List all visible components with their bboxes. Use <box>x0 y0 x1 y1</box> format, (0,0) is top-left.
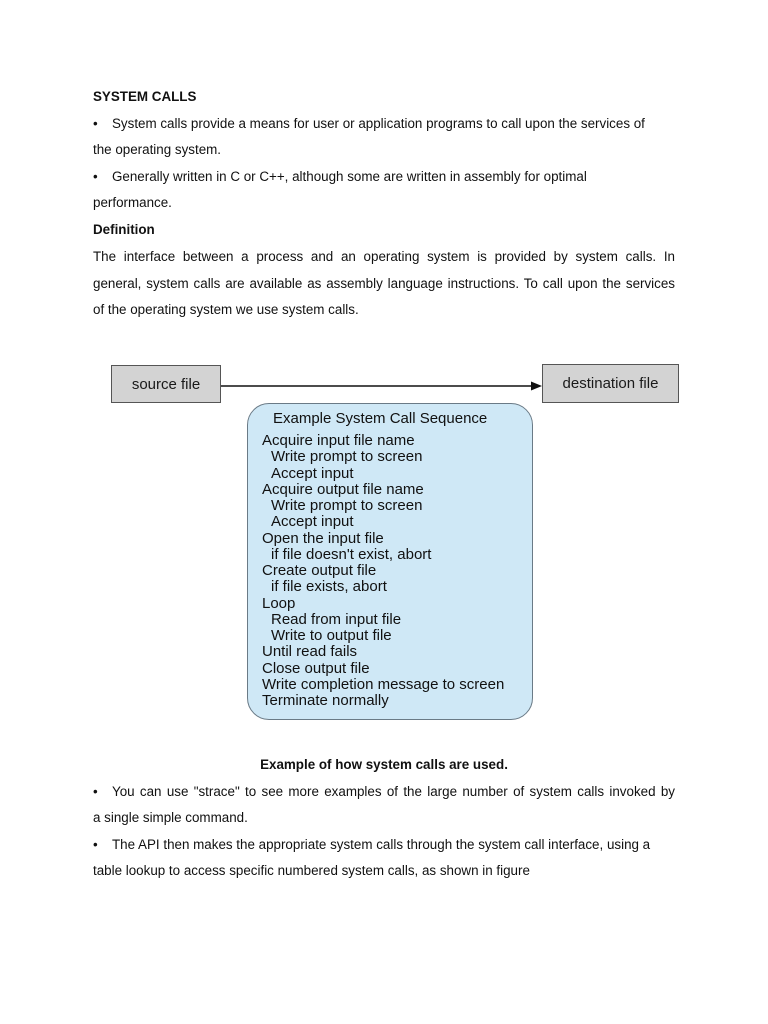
bullet-item <box>93 115 675 133</box>
bullet-dot: • <box>93 116 98 131</box>
bullet-item <box>93 783 675 801</box>
sequence-step: Accept input <box>271 464 354 482</box>
bullet-continuation: a single simple command. <box>93 810 248 825</box>
sequence-title: Example System Call Sequence <box>273 410 488 427</box>
sequence-step: Loop <box>262 594 296 612</box>
sequence-steps <box>262 433 504 709</box>
bullet-item <box>93 168 675 186</box>
definition-line: The interface between a process and an operating system is provided by system calls. In <box>93 249 675 264</box>
bullet-dot: • <box>93 169 98 184</box>
sequence-step: Close output file <box>262 659 370 677</box>
bullet-text: Generally written in C or C++, although some are written in assembly for optimal <box>112 169 587 184</box>
sequence-step: Accept input <box>271 513 354 531</box>
sequence-step: Write prompt to screen <box>271 448 423 466</box>
source-file-box: source file <box>111 365 221 403</box>
bullet-continuation: the operating system. <box>93 142 222 157</box>
sequence-step: Open the input file <box>262 529 384 547</box>
figure-caption: Example of how system calls are used. <box>260 757 508 772</box>
bullet-dot: • <box>93 784 98 799</box>
sequence-step: Write to output file <box>271 627 392 644</box>
bullet-continuation: table lookup to access specific numbered system calls, as shown in figure <box>93 863 530 878</box>
flow-arrow <box>221 378 543 394</box>
definition-line: of the operating system we use system calls. <box>93 302 359 317</box>
sequence-step: Read from input file <box>271 610 402 628</box>
definition-heading: Definition <box>93 222 155 237</box>
definition-line: general, system calls are available as assembly language instructions. To call upon the services <box>93 276 675 291</box>
bullet-text: System calls provide a means for user or application programs to call upon the services of <box>112 116 645 131</box>
sequence-step: if file doesn't exist, abort <box>271 545 432 563</box>
sequence-step: if file exists, abort <box>271 578 387 596</box>
destination-file-box: destination file <box>542 364 679 403</box>
page-heading: SYSTEM CALLS <box>93 89 197 104</box>
bullet-text: The API then makes the appropriate system calls through the system call interface, using a <box>112 837 651 852</box>
bullet-text: You can use "strace" to see more examples of the large number of system calls invoked by <box>112 784 675 799</box>
bullet-continuation: performance. <box>93 195 172 210</box>
sequence-step: Write completion message to screen <box>262 675 505 693</box>
sequence-step: Create output file <box>262 562 377 579</box>
sequence-step: Terminate normally <box>262 692 389 709</box>
sequence-step: Acquire output file name <box>262 480 424 498</box>
bullet-item <box>93 836 675 854</box>
sequence-step: Acquire input file name <box>262 432 415 449</box>
sequence-step: Write prompt to screen <box>271 497 423 514</box>
system-call-sequence-panel <box>247 403 533 720</box>
sequence-step: Until read fails <box>262 643 358 661</box>
bullet-dot: • <box>93 837 98 852</box>
